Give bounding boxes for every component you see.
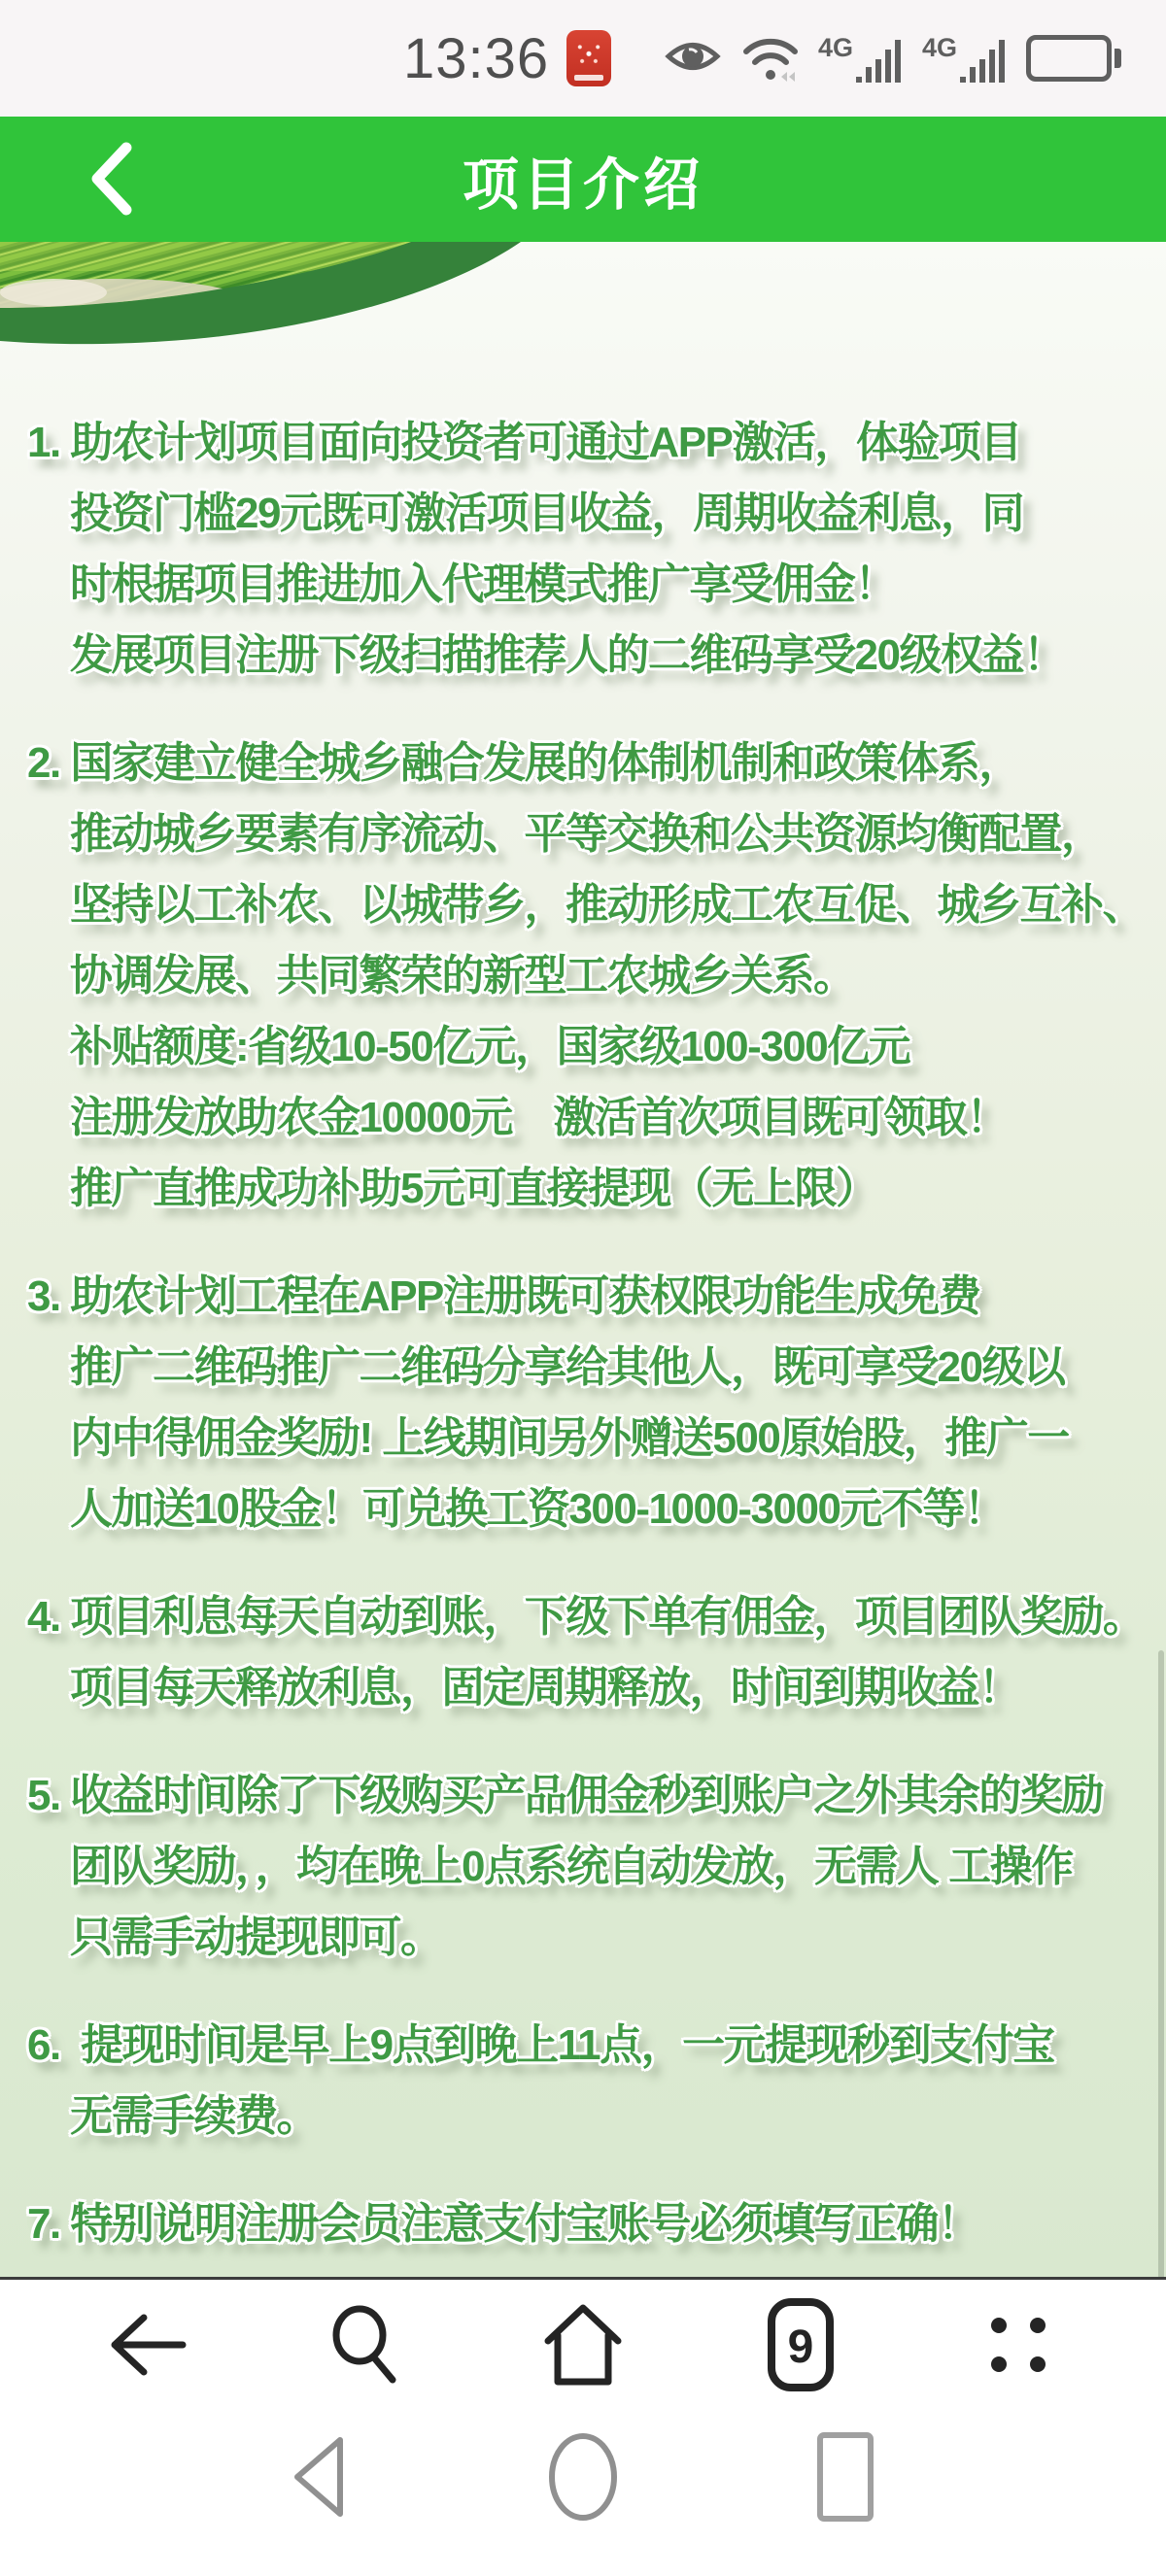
back-arrow-icon[interactable]: [97, 2294, 198, 2395]
battery-icon: [1026, 35, 1121, 82]
paragraph: [27, 1261, 1152, 1544]
nav-back-triangle-icon[interactable]: [272, 2423, 369, 2530]
text-line: 发展项目注册下级扫描推荐人的二维码享受20级权益！: [70, 631, 1065, 679]
text-line: 坚持以工补农、以城带乡，推动形成工农互促、城乡互补、: [70, 881, 1144, 929]
network-type-label: 4G: [921, 32, 957, 62]
tab-counter[interactable]: [750, 2294, 851, 2395]
menu-dots-icon[interactable]: [968, 2294, 1069, 2395]
text-line: 注册发放助农金10000元 激活首次项目既可领取！: [70, 1094, 1008, 1141]
text-line: 推广直推成功补助5元可直接提现（无上限）: [70, 1165, 877, 1212]
paragraph: [27, 407, 1152, 691]
text-line: 6. 提现时间是早上9点到晚上11点，一元提现秒到支付宝: [27, 2021, 1054, 2069]
android-nav-bar: [0, 2409, 1166, 2576]
text-line: 投资门槛29元既可激活项目收益，周期收益利息，同: [70, 490, 1023, 537]
signal-bars-icon: [960, 34, 1011, 85]
text-line: 团队奖励，，均在晚上0点系统自动发放，无需人 工操作: [70, 1843, 1073, 1890]
paragraph: [27, 728, 1152, 1224]
signal-group-1: [818, 33, 907, 85]
grass-banner: [0, 242, 1166, 417]
text-line: 内中得佣金奖励! 上线期间另外赠送500原始股，推广一: [70, 1414, 1069, 1462]
clock: 13:36: [403, 26, 550, 90]
text-line: 补贴额度:省级10-50亿元，国家级100-300亿元: [70, 1023, 910, 1070]
page-title: 项目介绍: [462, 153, 703, 217]
notification-app-icon: [566, 30, 611, 86]
chevron-left-icon: [84, 140, 142, 218]
text-line: 推广二维码推广二维码分享给其他人，既可享受20级以: [70, 1343, 1065, 1391]
text-line: 2. 国家建立健全城乡融合发展的体制机制和政策体系，: [27, 739, 1020, 787]
search-icon[interactable]: [315, 2294, 416, 2395]
nav-recents-square-icon[interactable]: [797, 2423, 894, 2530]
status-right-group: [663, 0, 1121, 117]
text-line: 只需手动提现即可。: [70, 1914, 442, 1961]
paragraphs: [27, 407, 1152, 2296]
text-line: 1. 助农计划项目面向投资者可通过APP激活，体验项目: [27, 419, 1021, 466]
network-type-label: 4G: [817, 32, 853, 62]
paragraph: [27, 1760, 1152, 1973]
text-line: 5. 收益时间除了下级购买产品佣金秒到账户之外其余的奖励: [27, 1772, 1103, 1819]
signal-bars-icon: [856, 34, 907, 85]
app-header: [0, 117, 1166, 242]
back-button[interactable]: [84, 140, 142, 218]
signal-group-2: [922, 33, 1011, 85]
status-bar: [0, 0, 1166, 117]
home-icon[interactable]: [532, 2294, 634, 2395]
paragraph: [27, 1581, 1152, 1723]
nav-home-circle-icon[interactable]: [534, 2423, 632, 2530]
content-area: [0, 242, 1166, 2277]
text-line: 推动城乡要素有序流动、平等交换和公共资源均衡配置，: [70, 810, 1103, 858]
text-line: 4. 项目利息每天自动到账，下级下单有佣金，项目团队奖励。: [27, 1593, 1145, 1641]
text-line: 时根据项目推进加入代理模式推广享受佣金！: [70, 560, 896, 608]
browser-toolbar: [0, 2280, 1166, 2409]
text-line: 7. 特别说明注册会员注意支付宝账号必须填写正确！: [27, 2200, 979, 2248]
text-line: 3. 助农计划工程在APP注册既可获权限功能生成免费: [27, 1272, 980, 1320]
paragraph: [27, 2188, 1152, 2259]
wifi-icon: [738, 26, 803, 91]
text-line: 人加送10股金！可兑换工资300-1000-3000元不等！: [70, 1485, 1006, 1533]
text-line: 协调发展、共同繁荣的新型工农城乡关系。: [70, 952, 855, 1000]
eye-protection-icon: [663, 26, 723, 91]
text-line: 项目每天释放利息，固定周期释放，时间到期收益！: [70, 1664, 1020, 1712]
status-left-group: [403, 0, 611, 117]
paragraph: [27, 2010, 1152, 2152]
tab-count: 9: [787, 2321, 814, 2373]
text-line: 无需手续费。: [70, 2092, 318, 2140]
